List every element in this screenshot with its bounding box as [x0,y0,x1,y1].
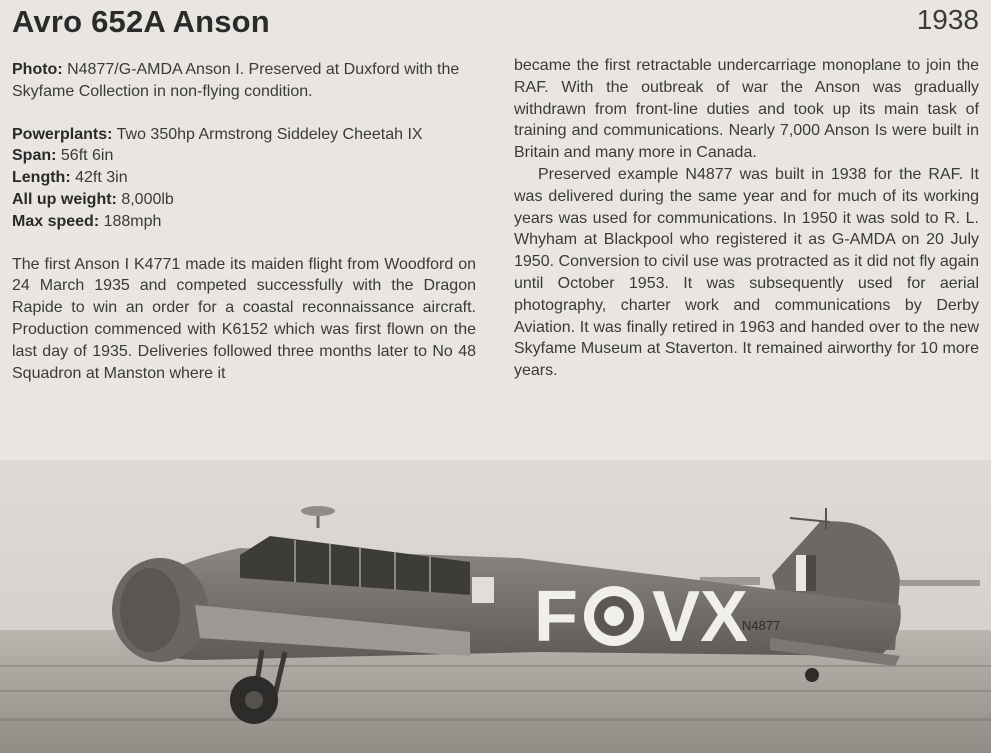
spec-span [12,145,476,167]
spec-value: 8,000lb [116,190,174,208]
code-letter-left: F [534,577,578,657]
spec-speed [12,211,476,233]
tail-wheel [805,668,819,682]
fin-flash-dark [806,555,816,591]
year-label: 1938 [916,4,979,35]
photo-caption-label: Photo: [12,61,63,78]
cabin-window [472,577,494,603]
page-title: Avro 652A Anson [12,4,270,39]
spec-label: All up weight: [12,190,117,208]
roundel [584,586,644,646]
spec-powerplants [12,124,476,146]
spec-label: Max speed: [12,212,100,230]
serial-number: N4877 [742,618,781,633]
body-paragraph-1: The first Anson I K4771 made its maiden flight from Woodford on 24 March 1935 and competed successfully with the Dragon Rapide to win an order for a coastal reconnaissance aircraft. Production commenced with K6152 which was first flown on the last day of 1935. Deliveries followed three months later to No 48 Squadron at Manston where it [12,255,476,382]
spec-label: Span: [12,147,57,165]
dorsal-loop [301,506,335,516]
spec-length [12,167,476,189]
fin-flash-white [796,555,806,591]
photo-caption-text: N4877/G-AMDA Anson I. Preserved at Duxford with the Skyfame Collection in non-flying condition. [12,61,460,100]
body-paragraph-2: Preserved example N4877 was built in 1938 for the RAF. It was delivered during the same year and for much of its working years was used for communications. In 1950 it was sold to R. L. Whyham at Blackpool who registered it as G-AMDA on 20 July 1950. Conversion to civil use was protracted as it did not fly again until October 1953. It was subsequently used for aerial photography, charter work and communications by Derby Aviation. It was finally retired in 1963 and handed over to the new Skyfame Museum at Staverton. It remained airworthy for 10 more years. [514,165,979,380]
aircraft-photo [0,460,991,753]
spec-label: Powerplants: [12,125,113,143]
left-column [12,59,476,384]
body-paragraph-1-continued: became the first retractable undercarriage monoplane to join the RAF. With the outbreak of war the Anson was gradually withdrawn from front-line duties and took up its main task of training and communications. Nearly 7,000 Anson Is were built in Britain and many more in Canada. [514,57,979,162]
code-letters-right: VX [652,577,749,657]
spec-value: Two 350hp Armstrong Siddeley Cheetah IX [112,125,423,143]
spec-value: 42ft 3in [70,169,128,187]
spec-value: 188mph [99,212,162,230]
spec-value: 56ft 6in [56,147,114,165]
right-column [514,55,979,382]
spec-weight [12,189,476,211]
photo-caption [12,59,476,103]
spec-label: Length: [12,169,71,187]
